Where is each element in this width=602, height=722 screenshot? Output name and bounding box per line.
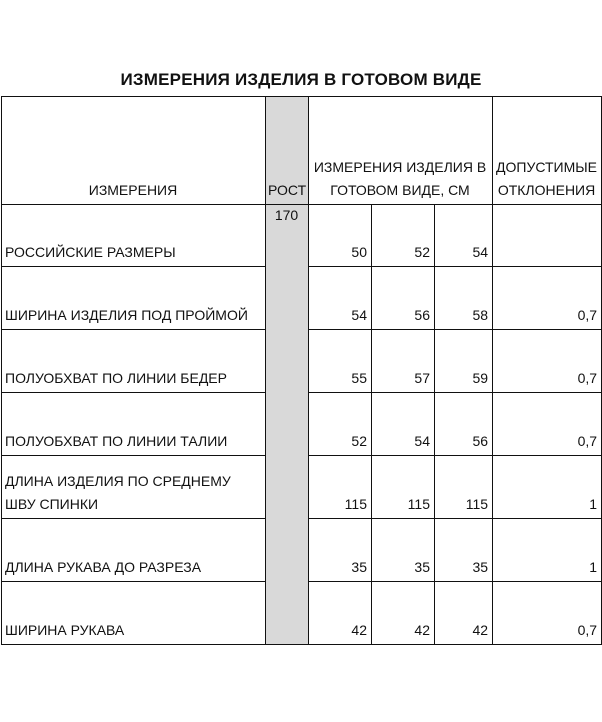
size-value: 115 [372, 456, 435, 519]
size-value: 115 [435, 456, 493, 519]
row-label: ПОЛУОБХВАТ ПО ЛИНИИ БЕДЕР [2, 330, 266, 393]
row-label: ШИРИНА ИЗДЕЛИЯ ПОД ПРОЙМОЙ [2, 267, 266, 330]
tolerance-value [493, 205, 602, 267]
size-value: 35 [435, 519, 493, 582]
size-value: 59 [435, 330, 493, 393]
header-measurements: ИЗМЕРЕНИЯ [2, 97, 266, 205]
row-label: ШИРИНА РУКАВА [2, 582, 266, 645]
size-value: 52 [372, 205, 435, 267]
measurements-table [1, 96, 602, 645]
size-value: 42 [435, 582, 493, 645]
size-value: 54 [309, 267, 372, 330]
size-value: 58 [435, 267, 493, 330]
size-value: 54 [372, 393, 435, 456]
size-value: 52 [309, 393, 372, 456]
size-value: 42 [372, 582, 435, 645]
table-header-row [2, 97, 602, 205]
height-value: 170 [266, 205, 309, 645]
size-value: 35 [309, 519, 372, 582]
header-height: РОСТ [266, 97, 309, 205]
tolerance-value: 0,7 [493, 267, 602, 330]
size-value: 35 [372, 519, 435, 582]
size-value: 56 [372, 267, 435, 330]
row-label: ДЛИНА РУКАВА ДО РАЗРЕЗА [2, 519, 266, 582]
row-label: ДЛИНА ИЗДЕЛИЯ ПО СРЕДНЕМУ ШВУ СПИНКИ [2, 456, 266, 519]
size-value: 57 [372, 330, 435, 393]
tolerance-value: 1 [493, 456, 602, 519]
row-label: РОССИЙСКИЕ РАЗМЕРЫ [2, 205, 266, 267]
size-value: 54 [435, 205, 493, 267]
tolerance-value: 0,7 [493, 582, 602, 645]
tolerance-value: 0,7 [493, 330, 602, 393]
size-value: 42 [309, 582, 372, 645]
table-row [2, 205, 602, 267]
size-value: 56 [435, 393, 493, 456]
header-tolerance: ДОПУСТИМЫЕ ОТКЛОНЕНИЯ [493, 97, 602, 205]
tolerance-value: 1 [493, 519, 602, 582]
size-value: 50 [309, 205, 372, 267]
page-title: ИЗМЕРЕНИЯ ИЗДЕЛИЯ В ГОТОВОМ ВИДЕ [120, 70, 482, 89]
size-value: 55 [309, 330, 372, 393]
header-finished-measurements: ИЗМЕРЕНИЯ ИЗДЕЛИЯ В ГОТОВОМ ВИДЕ, СМ [309, 97, 493, 205]
size-value: 115 [309, 456, 372, 519]
tolerance-value: 0,7 [493, 393, 602, 456]
row-label: ПОЛУОБХВАТ ПО ЛИНИИ ТАЛИИ [2, 393, 266, 456]
